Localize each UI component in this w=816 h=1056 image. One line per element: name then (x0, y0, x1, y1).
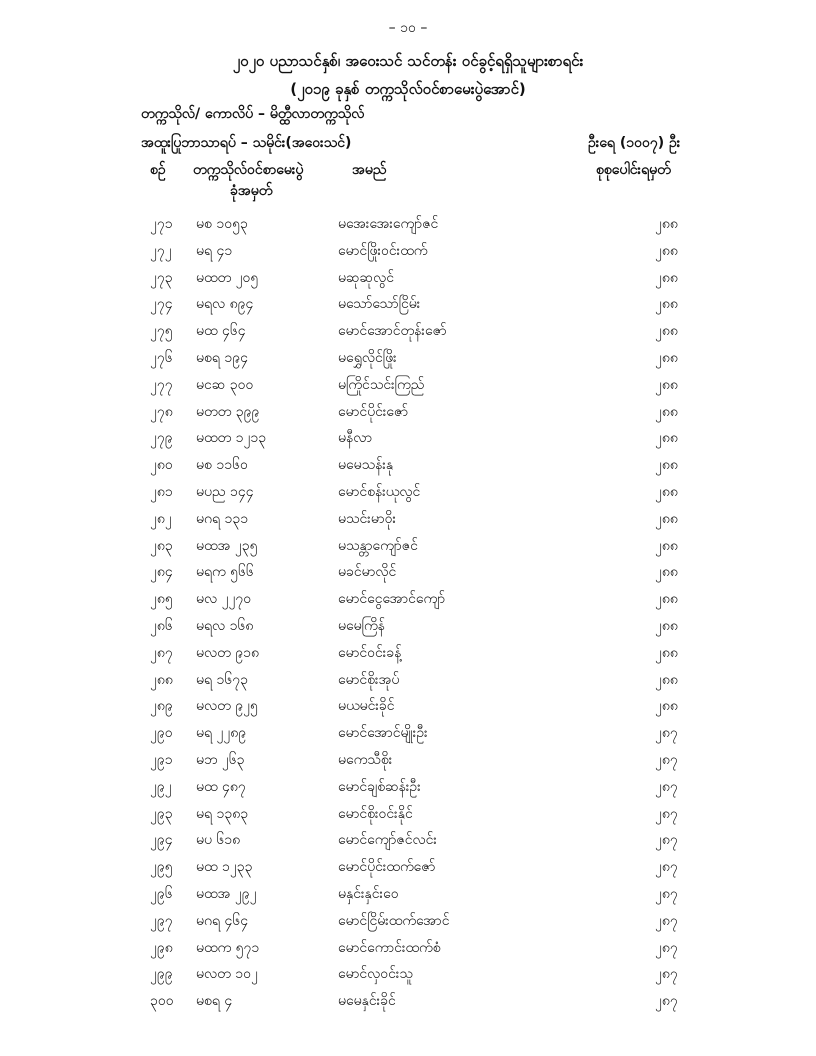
student-name: မဆုဆုလွင် (338, 269, 394, 286)
student-name: မသန္တာကျော်ဇင် (338, 537, 418, 554)
document-title: ၂၀၂၀ ပညာသင်နှစ်၊ အဝေးသင် သင်တန်း ဝင်ခွင့်ရရှိသူများစာရင်း (232, 52, 584, 70)
table-row (0, 934, 816, 961)
row-number: ၂၇၃ (150, 269, 173, 286)
student-name: မရွှေလိုင်ဖြိုး (338, 349, 397, 366)
row-number: ၂၇၈ (150, 403, 173, 420)
row-number: ၂၈၇ (150, 644, 173, 661)
table-row (0, 424, 816, 451)
roll-number: မပည ၁၄၄ (196, 483, 254, 500)
roll-number: မရ ၁၃၈၃ (196, 805, 249, 822)
table-row (0, 585, 816, 612)
total-marks: ၂၈၈ (655, 617, 678, 634)
row-number: ၂၉၈ (150, 939, 173, 956)
row-number: ၂၈၀ (150, 457, 173, 474)
roll-number: မပ ၆၁၈ (196, 832, 241, 849)
total-marks: ၂၈၈ (655, 323, 678, 340)
roll-number: မလတ ၁၀၂ (196, 966, 258, 983)
document-subtitle: (၂၀၁၉ ခုနှစ် တက္ကသိုလ်ဝင်စာမေးပွဲအောင်) (290, 80, 526, 98)
table-row (0, 666, 816, 693)
student-name: မနီလာ (338, 430, 373, 447)
roll-number: မထတ ၂၀၅ (196, 269, 259, 286)
roll-number: မရက ၅၆၆ (196, 564, 254, 581)
table-row (0, 264, 816, 291)
student-name: မကေသီစိုး (338, 751, 393, 768)
student-name: မောင်စိုးဝင်းနိုင် (338, 805, 413, 822)
student-name: မောင်ဖြိုးဝင်းထက် (338, 242, 428, 259)
roll-number: မရ ၄၁ (196, 242, 233, 259)
row-number: ၂၉၂ (150, 778, 172, 795)
roll-number: မထအ ၂၉၂ (196, 885, 257, 902)
row-number: ၂၉၀ (150, 725, 173, 742)
table-row (0, 290, 816, 317)
total-marks: ၂၈၇ (655, 885, 678, 902)
total-marks: ၂၈၈ (655, 591, 678, 608)
header-roll-number: တက္ကသိုလ်ဝင်စာမေးပွဲ (193, 162, 304, 178)
student-name: မမေကြိန် (338, 617, 385, 634)
total-marks: ၂၈၈ (655, 296, 678, 313)
student-name: မသော်သော်ငြိမ်း (338, 296, 421, 313)
total-marks: ၂၈၈ (655, 671, 678, 688)
roll-number: မထတ ၁၂၁၃ (196, 430, 267, 447)
student-name: မမေနှင်းခိုင် (338, 993, 396, 1010)
row-number: ၂၇၄ (150, 296, 173, 313)
row-number: ၂၉၅ (150, 859, 173, 876)
table-row (0, 478, 816, 505)
roll-number: မလတ ၉၂၅ (196, 698, 258, 715)
student-name: မောင်ဝင်းခန့် (338, 644, 402, 661)
roll-number: မစရ ၁၉၄ (196, 349, 248, 366)
total-marks: ၂၈၈ (655, 349, 678, 366)
total-marks: ၂၈၈ (655, 537, 678, 554)
row-number: ၂၉၉ (150, 966, 173, 983)
table-row (0, 371, 816, 398)
row-number: ၂၈၃ (150, 537, 173, 554)
roll-number: မတတ ၃၉၉ (196, 403, 260, 420)
table-row (0, 800, 816, 827)
row-number: ၂၈၁ (150, 483, 173, 500)
table-row (0, 398, 816, 425)
student-name: မကြိုင်သင်းကြည် (338, 376, 425, 393)
total-marks: ၂၈၈ (655, 510, 678, 527)
roll-number: မရ ၁၆၇၃ (196, 671, 248, 688)
table-row (0, 210, 816, 237)
student-name: မောင်ကျော်ဇင်လင်း (338, 832, 437, 849)
total-marks: ၂၈၇ (655, 778, 678, 795)
header-total-marks: စုစုပေါင်းရမှတ် (596, 162, 671, 178)
table-row (0, 719, 816, 746)
row-number: ၂၈၆ (150, 617, 173, 634)
total-marks: ၂၈၈ (655, 242, 678, 259)
page-number: – ၁၀ – (388, 20, 428, 36)
total-marks: ၂၈၇ (655, 751, 678, 768)
row-number: ၂၉၄ (150, 832, 173, 849)
row-number: ၂၇၅ (150, 323, 173, 340)
total-marks: ၂၈၇ (655, 859, 678, 876)
table-row (0, 237, 816, 264)
results-list (0, 210, 816, 1014)
row-number: ၂၈၉ (150, 698, 173, 715)
student-name: မသင်းမာဝိုး (338, 510, 397, 527)
row-number: ၂၈၈ (150, 671, 173, 688)
roll-number: မရ ၂၂၈၉ (196, 725, 247, 742)
table-row (0, 612, 816, 639)
student-name: မောင်ပိုင်းထက်ဇော် (338, 859, 436, 876)
table-row (0, 880, 816, 907)
total-marks: ၂၈၈ (655, 698, 678, 715)
roll-number: မဂရ ၄၆၄ (196, 912, 249, 929)
roll-number: မစ ၁၁၆၀ (196, 457, 248, 474)
total-marks: ၂၈၇ (655, 832, 678, 849)
header-no: စဉ် (150, 162, 166, 178)
roll-number: မထ ၄၆၄ (196, 323, 246, 340)
total-marks: ၂၈၇ (655, 725, 678, 742)
university-line: တက္ကသိုလ်/ ကောလိပ် – မိတ္ထီလာတက္ကသိုလ် (141, 106, 365, 122)
roll-number: မဘ ၂၆၃ (196, 751, 245, 768)
table-row (0, 317, 816, 344)
table-row (0, 960, 816, 987)
total-marks: ၂၈၈ (655, 483, 678, 500)
table-row (0, 532, 816, 559)
row-number: ၂၈၅ (150, 591, 173, 608)
table-row (0, 853, 816, 880)
total-marks: ၂၈၈ (655, 430, 678, 447)
total-marks: ၂၈၈ (655, 564, 678, 581)
table-row (0, 558, 816, 585)
header-name: အမည် (352, 162, 387, 178)
roll-number: မငဆ ၃၀၀ (196, 376, 254, 393)
header-roll-number-line2: ခုံအမှတ် (230, 183, 273, 199)
row-number: ၂၇၆ (150, 349, 173, 366)
roll-number: မဂရ ၁၃၁ (196, 510, 249, 527)
table-row (0, 826, 816, 853)
row-number: ၂၇၇ (150, 376, 173, 393)
table-row (0, 505, 816, 532)
total-marks: ၂၈၈ (655, 269, 678, 286)
student-name: မောင်ကောင်းထက်စံ (338, 939, 441, 956)
row-number: ၂၇၉ (150, 430, 173, 447)
roll-number: မလ ၂၂၇၀ (196, 591, 252, 608)
student-name: မောင်ငွေအောင်ကျော် (338, 591, 446, 608)
student-name: မောင်အောင်မျိုးဦး (338, 725, 428, 742)
roll-number: မစ ၁၀၅၃ (196, 216, 248, 232)
quota-line: ဦးရေ (၁၀၀၇) ဦး (588, 135, 681, 151)
total-marks: ၂၈၇ (655, 939, 678, 956)
table-row (0, 344, 816, 371)
student-name: မနှင်းနှင်းဝေ (338, 885, 399, 902)
student-name: မောင်ငြိမ်းထက်အောင် (338, 912, 450, 929)
total-marks: ၂၈၇ (655, 912, 678, 929)
row-number: ၂၈၂ (150, 510, 172, 527)
table-row (0, 692, 816, 719)
student-name: မောင်စိုးအုပ် (338, 671, 400, 688)
table-row (0, 451, 816, 478)
roll-number: မထအ ၂၃၅ (196, 537, 258, 554)
row-number: ၂၉၆ (150, 885, 173, 902)
student-name: မောင်ပိုင်းဇော် (338, 403, 409, 420)
total-marks: ၂၈၇ (655, 805, 678, 822)
table-row (0, 773, 816, 800)
subject-line: အထူးပြုဘာသာရပ် – သမိုင်း(အဝေးသင်) (141, 135, 352, 151)
student-name: မယမင်းခိုင် (338, 698, 395, 715)
roll-number: မလတ ၉၁၈ (196, 644, 259, 661)
total-marks: ၂၈၈ (655, 216, 678, 232)
table-row (0, 639, 816, 666)
student-name: မောင်စန်းယုလွင် (338, 483, 421, 500)
roll-number: မရလ ၁၆၈ (196, 617, 254, 634)
roll-number: မထ ၄၈၇ (196, 778, 246, 795)
row-number: ၂၉၇ (150, 912, 173, 929)
row-number: ၂၇၂ (150, 242, 172, 259)
student-name: မောင်လှဝင်းသူ (338, 966, 413, 983)
table-row (0, 987, 816, 1014)
total-marks: ၂၈၈ (655, 457, 678, 474)
row-number: ၂၉၁ (150, 751, 173, 768)
student-name: မအေးအေးကျော်ဇင် (338, 216, 439, 232)
row-number: ၃၀၀ (150, 993, 174, 1010)
total-marks: ၂၈၈ (655, 403, 678, 420)
roll-number: မထက ၅၇၁ (196, 939, 260, 956)
student-name: မမေသန်းနု (338, 457, 394, 474)
roll-number: မစရ ၄ (196, 993, 233, 1010)
row-number: ၂၇၁ (150, 216, 173, 232)
table-row (0, 907, 816, 934)
roll-number: မရလ ၈၉၄ (196, 296, 254, 313)
total-marks: ၂၈၇ (655, 993, 678, 1010)
student-name: မောင်အောင်တုန်းဇော် (338, 323, 447, 340)
roll-number: မထ ၁၂၃၃ (196, 859, 253, 876)
table-row (0, 746, 816, 773)
total-marks: ၂၈၈ (655, 644, 678, 661)
row-number: ၂၈၄ (150, 564, 173, 581)
total-marks: ၂၈၇ (655, 966, 678, 983)
student-name: မခင်မာလိုင် (338, 564, 397, 581)
row-number: ၂၉၃ (150, 805, 173, 822)
total-marks: ၂၈၈ (655, 376, 678, 393)
student-name: မောင်ချစ်ဆန်းဦး (338, 778, 421, 795)
